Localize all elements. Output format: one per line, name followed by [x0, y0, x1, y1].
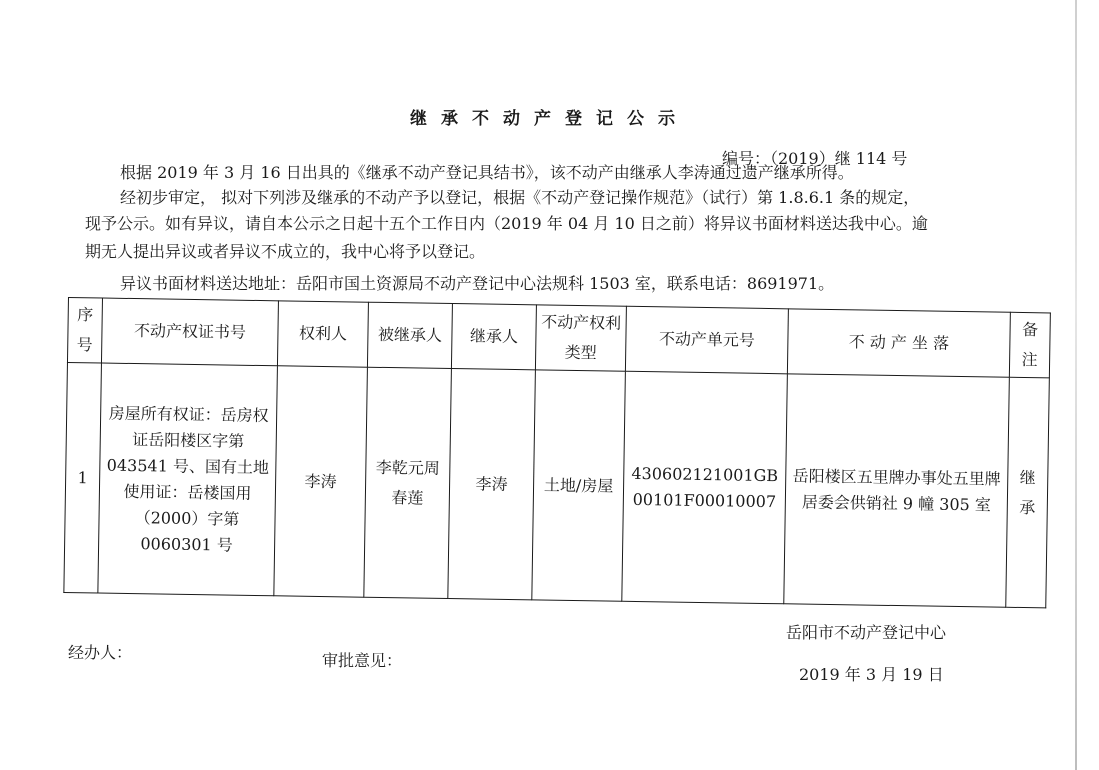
cell-seq: 1 [64, 362, 102, 593]
cell-heir: 李涛 [448, 369, 536, 600]
handler-label: 经办人： [68, 643, 133, 662]
cell-holder: 李涛 [274, 366, 368, 597]
table-row [64, 362, 1049, 607]
document-title: 继承不动产登记公示 [410, 109, 689, 129]
approval-label: 审批意见： [322, 651, 403, 670]
paragraph-inheritance-basis: 根据 2019 年 3 月 16 日出具的《继承不动产登记具结书》，该不动产由继承人李涛通过遗产继承所得。 [120, 163, 854, 182]
cell-location: 岳阳楼区五里牌办事处五里牌居委会供销社 9 幢 305 室 [784, 374, 1010, 607]
paragraph-objection-address: 异议书面材料送达地址：岳阳市国土资源局不动产登记中心法规科 1503 室，联系电话：8691971。 [120, 274, 835, 293]
issue-date: 2019 年 3 月 19 日 [799, 665, 944, 684]
cell-right-type: 土地/房屋 [532, 370, 626, 601]
header-cert: 不动产权证书号 [101, 298, 278, 366]
paragraph-review-line-1: 经初步审定， 拟对下列涉及继承的不动产予以登记，根据《不动产登记操作规范》（试行）第 1.8.6.1 条的规定， [120, 188, 920, 207]
header-heir: 继承人 [451, 304, 536, 370]
cell-cert: 房屋所有权证：岳房权证岳阳楼区字第 043541 号、国有土地使用证：岳楼国用（2000）字第 0060301 号 [98, 363, 278, 596]
header-seq: 序号 [67, 298, 102, 364]
header-deceased: 被继承人 [367, 302, 452, 368]
cell-deceased: 李乾元周春莲 [364, 367, 452, 598]
header-remark: 备注 [1009, 312, 1050, 378]
registration-table [63, 297, 1051, 608]
serial-number: 编号：（2019）继 114 号 [722, 149, 908, 168]
scan-edge-shadow [1075, 0, 1077, 770]
cell-remark: 继承 [1006, 377, 1050, 608]
paragraph-review-line-2: 现予公示。如有异议，请自本公示之日起十五个工作日内（2019 年 04 月 10 日之前）将异议书面材料送达我中心。逾 [85, 214, 928, 233]
issuing-organization: 岳阳市不动产登记中心 [786, 623, 947, 642]
paragraph-review-line-3: 期无人提出异议或者异议不成立的，我中心将予以登记。 [85, 242, 486, 261]
header-unit-no: 不动产单元号 [625, 306, 788, 374]
header-holder: 权利人 [277, 301, 368, 367]
header-right-type: 不动产权利类型 [535, 305, 626, 371]
header-location: 不 动 产 坐 落 [787, 309, 1010, 377]
cell-unit-no: 430602121001GB00101F00010007 [622, 371, 788, 604]
